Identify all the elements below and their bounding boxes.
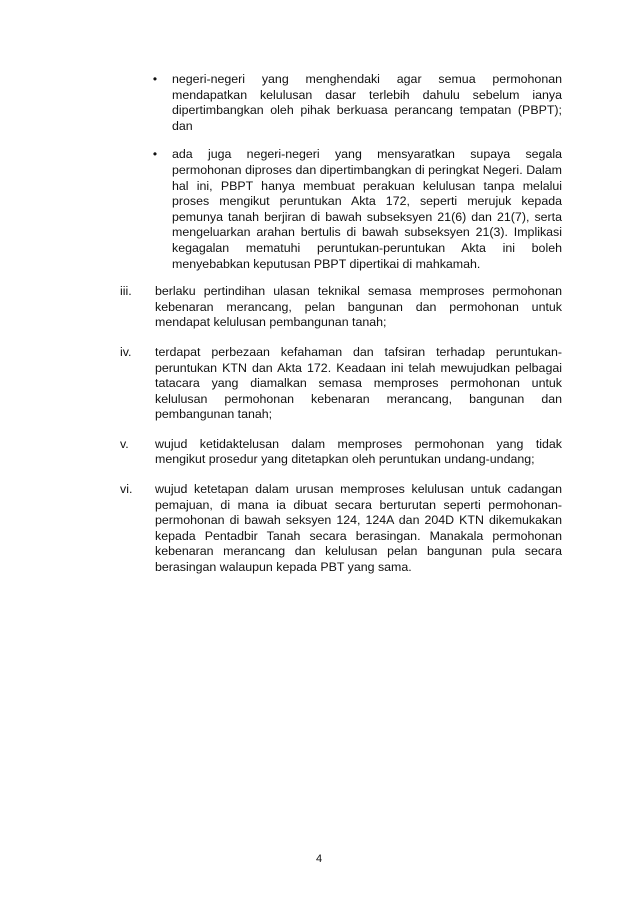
bullet-text: ada juga negeri-negeri yang mensyaratkan supaya segala permohonan diproses dan dipertimbangkan di peringkat Negeri. Dalam hal ini, PBPT hanya membuat perakuan kelulusan tanpa melalui proses mengikut peruntukan Akta 172, seperti merujuk kepada pemunya tanah berjiran di bawah subseksyen 21(6) dan 21(7), serta mengeluarkan arahan bertulis di bawah subseksyen 21(3). Implikasi kegagalan mematuhi peruntukan-peruntukan Akta ini boleh menyebabkan keputusan PBPT dipertikai di mahkamah. [172, 147, 562, 271]
list-item-text: terdapat perbezaan kefahaman dan tafsiran terhadap peruntukan-peruntukan KTN dan Akta 172. Keadaan ini telah mewujudkan pelbagai tatacara yang diamalkan semasa memproses permohonan untuk kelulusan permohonan kebenaran merancang, bangunan dan pembangunan tanah; [155, 344, 562, 422]
bullet-item [120, 72, 562, 134]
list-item-iii [120, 284, 562, 331]
bullet-marker: • [152, 147, 158, 162]
list-item-vi [120, 482, 562, 576]
bullet-item [120, 147, 562, 272]
list-item-text: wujud ketidaktelusan dalam memproses permohonan yang tidak mengikut prosedur yang ditetapkan oleh peruntukan undang-undang; [155, 436, 562, 467]
list-marker: iv. [120, 344, 132, 359]
bullet-text: negeri-negeri yang menghendaki agar semua permohonan mendapatkan kelulusan dasar terlebih dahulu sebelum ianya dipertimbangkan oleh pihak berkuasa perancang tempatan (PBPT); dan [172, 72, 562, 133]
page-number: 4 [315, 853, 323, 865]
list-marker: v. [120, 436, 129, 451]
page-content [120, 72, 562, 590]
list-item-iv [120, 345, 562, 423]
bullet-marker: • [152, 72, 158, 86]
list-marker: iii. [120, 284, 132, 299]
list-marker: vi. [120, 482, 133, 497]
list-item-text: berlaku pertindihan ulasan teknikal semasa memproses permohonan kebenaran merancang, pelan bangunan dan permohonan untuk mendapat kelulusan pembangunan tanah; [155, 284, 562, 330]
list-item-text: wujud ketetapan dalam urusan memproses kelulusan untuk cadangan pemajuan, di mana ia dibuat secara berturutan seperti permohonan-permohonan di bawah seksyen 124, 124A dan 204D KTN dikemukakan kepada Pentadbir Tanah secara berasingan. Manakala permohonan kebenaran merancang dan kelulusan pelan bangunan pula secara berasingan walaupun kepada PBT yang sama. [155, 482, 562, 575]
roman-numeral-list [120, 284, 562, 576]
bullet-list [120, 72, 562, 272]
list-item-v [120, 437, 562, 468]
